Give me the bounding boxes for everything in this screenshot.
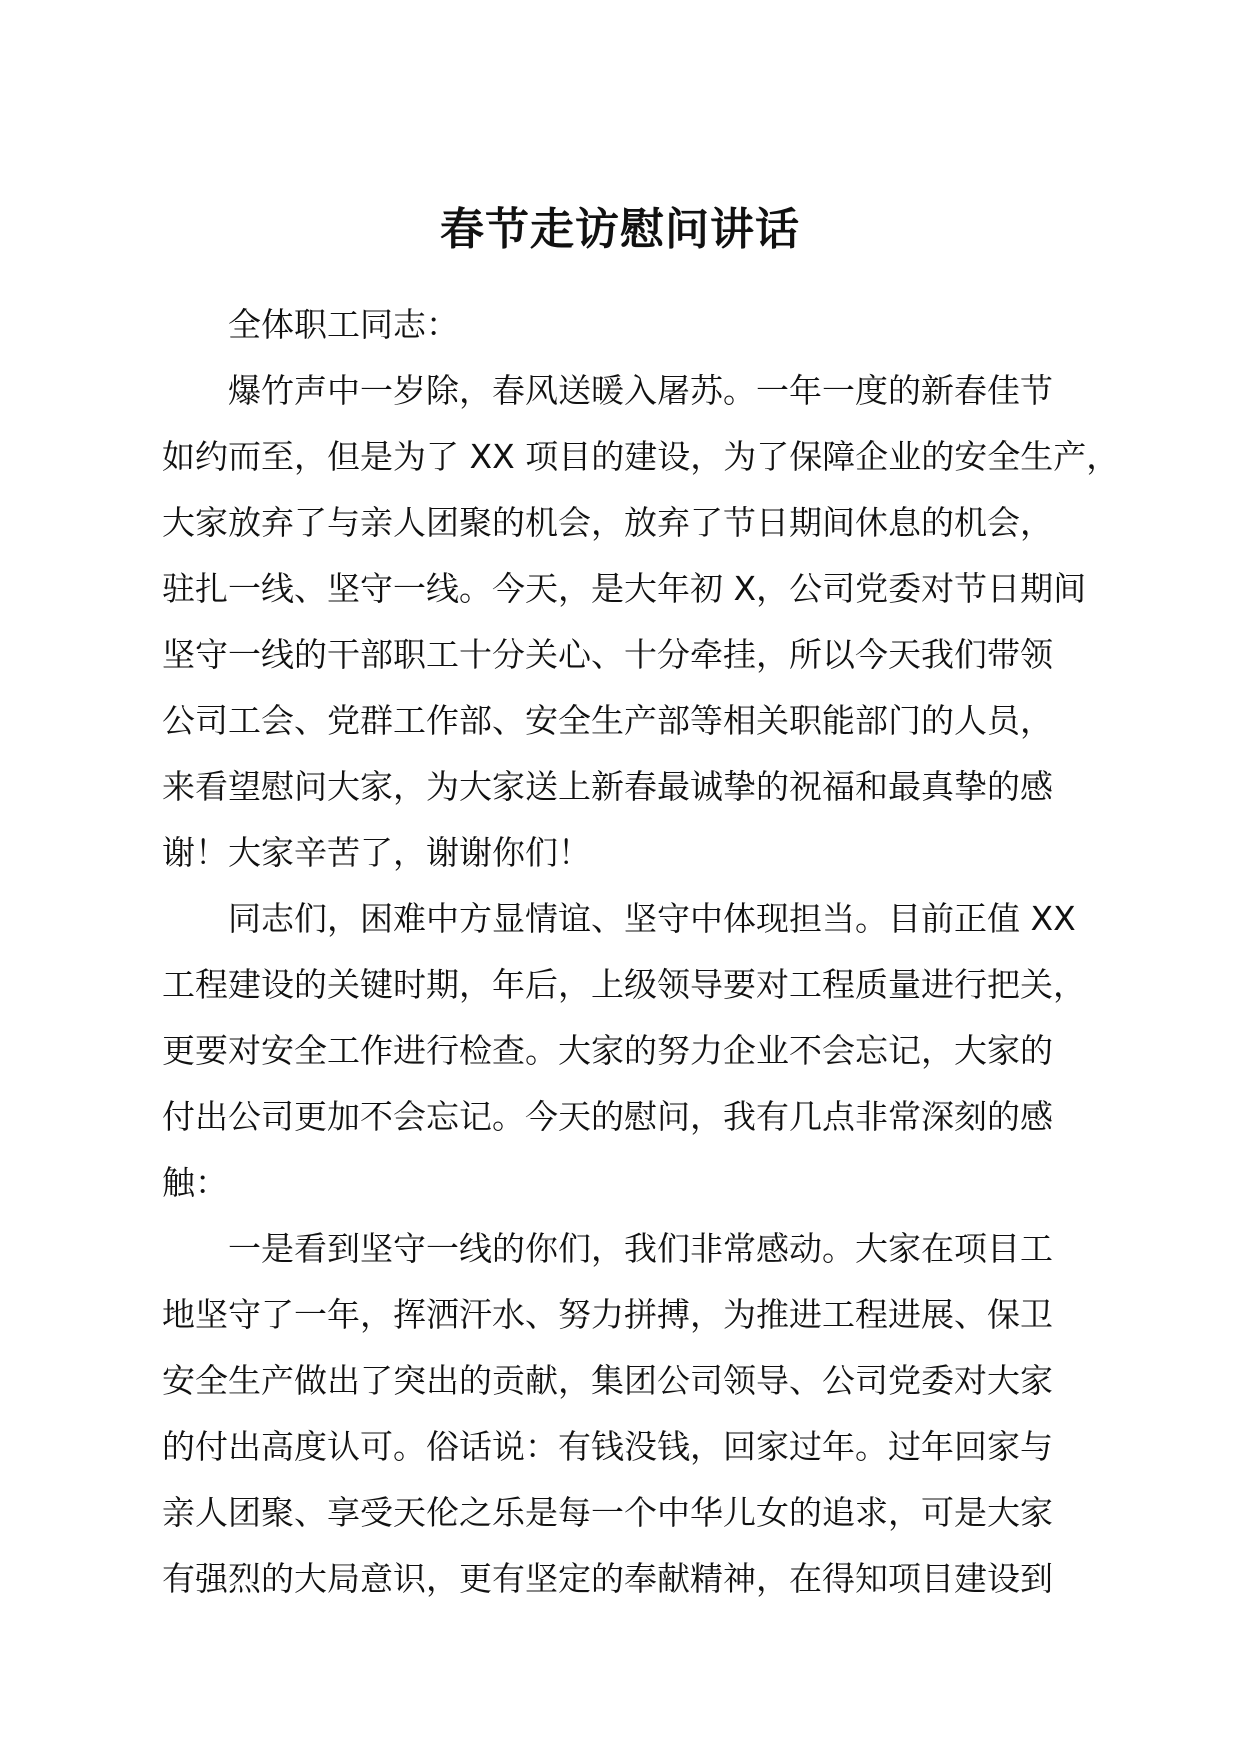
paragraph-line: 谢！大家辛苦了，谢谢你们！ xyxy=(162,833,591,872)
paragraph-line: 爆竹声中一岁除，春风送暖入屠苏。一年一度的新春佳节 xyxy=(228,371,1053,410)
paragraph-line: 安全生产做出了突出的贡献，集团公司领导、公司党委对大家 xyxy=(162,1361,1053,1400)
paragraph-line: 如约而至，但是为了 XX 项目的建设，为了保障企业的安全生产， xyxy=(162,437,1120,476)
document-body xyxy=(162,292,1122,1612)
paragraph-line: 地坚守了一年，挥洒汗水、努力拼搏，为推进工程进展、保卫 xyxy=(162,1295,1053,1334)
paragraph-line: 付出公司更加不会忘记。今天的慰问，我有几点非常深刻的感 xyxy=(162,1097,1053,1136)
paragraph-line: 来看望慰问大家，为大家送上新春最诚挚的祝福和最真挚的感 xyxy=(162,767,1053,806)
paragraph-line: 同志们，困难中方显情谊、坚守中体现担当。目前正值 XX xyxy=(228,899,1076,938)
paragraph-line: 一是看到坚守一线的你们，我们非常感动。大家在项目工 xyxy=(228,1229,1053,1268)
paragraph-line: 驻扎一线、坚守一线。今天，是大年初 X，公司党委对节日期间 xyxy=(162,569,1087,608)
paragraph-line: 有强烈的大局意识，更有坚定的奉献精神，在得知项目建设到 xyxy=(162,1559,1053,1598)
salutation-line: 全体职工同志： xyxy=(228,305,459,344)
paragraph-line: 更要对安全工作进行检查。大家的努力企业不会忘记，大家的 xyxy=(162,1031,1053,1070)
paragraph-line: 大家放弃了与亲人团聚的机会，放弃了节日期间休息的机会， xyxy=(162,503,1053,542)
document-title: 春节走访慰问讲话 xyxy=(440,204,800,255)
paragraph-line: 工程建设的关键时期，年后，上级领导要对工程质量进行把关， xyxy=(162,965,1086,1004)
paragraph-line: 公司工会、党群工作部、安全生产部等相关职能部门的人员， xyxy=(162,701,1053,740)
paragraph-line: 触： xyxy=(162,1163,228,1202)
paragraph-line: 坚守一线的干部职工十分关心、十分牵挂，所以今天我们带领 xyxy=(162,635,1053,674)
paragraph-line: 的付出高度认可。俗话说：有钱没钱，回家过年。过年回家与 xyxy=(162,1427,1053,1466)
paragraph-line: 亲人团聚、享受天伦之乐是每一个中华儿女的追求，可是大家 xyxy=(162,1493,1053,1532)
